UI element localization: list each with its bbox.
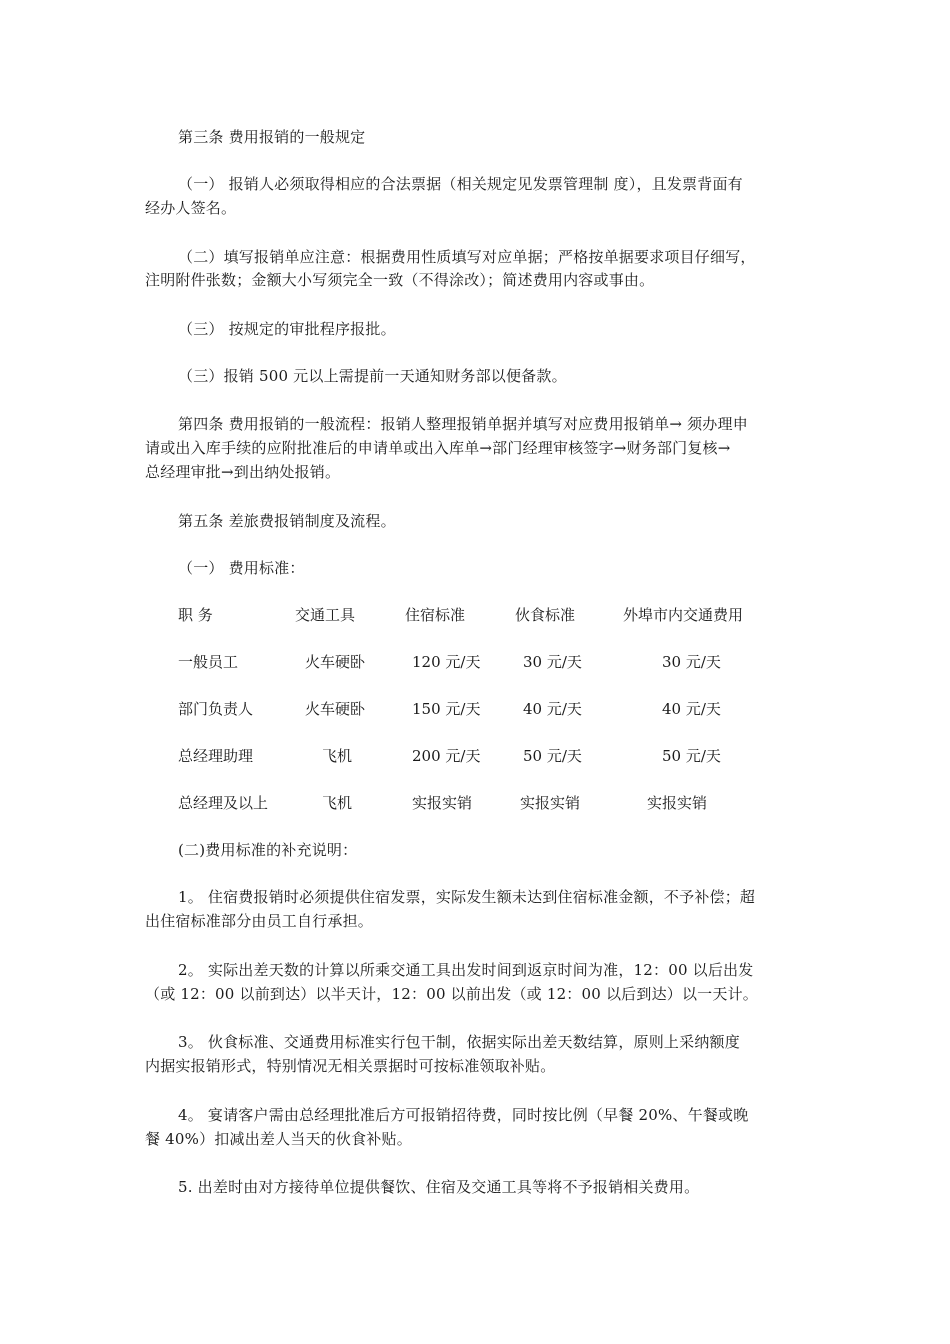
article-3-title: 第三条 费用报销的一般规定 — [178, 128, 366, 146]
table-cell: 火车硬卧 — [305, 700, 366, 718]
article-4-line-1: 第四条 费用报销的一般流程：报销人整理报销单据并填写对应费用报销单→ 须办理申 — [178, 415, 748, 433]
table-cell: 飞机 — [322, 747, 353, 765]
article-4-line-2: 请或出入库手续的应附批准后的申请单或出入库单→部门经理审核签字→财务部门复核→ — [145, 439, 731, 457]
table-cell: 实报实销 — [647, 794, 708, 812]
table-cell: 部门负责人 — [178, 700, 254, 718]
table-cell: 50 元/天 — [523, 747, 582, 765]
table-cell: 火车硬卧 — [305, 653, 366, 671]
table-cell: 一般员工 — [178, 653, 239, 671]
table-header-cell: 职 务 — [178, 606, 213, 624]
table-header-cell: 外埠市内交通费用 — [623, 606, 744, 624]
table-cell: 50 元/天 — [662, 747, 721, 765]
table-cell: 飞机 — [322, 794, 353, 812]
article-3-item-2-line-1: （二）填写报销单应注意：根据费用性质填写对应单据；严格按单据要求项目仔细写， — [178, 248, 756, 266]
note-1-line-2: 出住宿标准部分由员工自行承担。 — [145, 912, 374, 930]
table-cell: 40 元/天 — [523, 700, 582, 718]
note-5: 5. 出差时由对方接待单位提供餐饮、住宿及交通工具等将不予报销相关费用。 — [178, 1178, 700, 1196]
table-header-cell: 交通工具 — [295, 606, 356, 624]
table-cell: 总经理助理 — [178, 747, 254, 765]
article-3-item-1-line-2: 经办人签名。 — [145, 199, 237, 217]
note-2-line-1: 2。 实际出差天数的计算以所乘交通工具出发时间到返京时间为准，12：00 以后出发 — [178, 961, 754, 979]
article-3-item-3: （三） 按规定的审批程序报批。 — [178, 320, 396, 338]
table-header-cell: 伙食标准 — [515, 606, 576, 624]
article-5-title: 第五条 差旅费报销制度及流程。 — [178, 512, 396, 530]
table-header-cell: 住宿标准 — [405, 606, 466, 624]
table-cell: 总经理及以上 — [178, 794, 269, 812]
table-cell: 40 元/天 — [662, 700, 721, 718]
note-3-line-1: 3。 伙食标准、交通费用标准实行包干制，依据实际出差天数结算，原则上采纳额度 — [178, 1033, 740, 1051]
article-3-item-4: （三）报销 500 元以上需提前一天通知财务部以便备款。 — [178, 367, 567, 385]
table-cell: 120 元/天 — [412, 653, 481, 671]
table-cell: 实报实销 — [520, 794, 581, 812]
article-5-sub-1: （一） 费用标准： — [178, 559, 305, 577]
table-cell: 150 元/天 — [412, 700, 481, 718]
table-cell: 30 元/天 — [523, 653, 582, 671]
note-3-line-2: 内据实报销形式，特别情况无相关票据时可按标准领取补贴。 — [145, 1057, 556, 1075]
table-cell: 30 元/天 — [662, 653, 721, 671]
article-3-item-1-line-1: （一） 报销人必须取得相应的合法票据（相关规定见发票管理制 度），且发票背面有 — [178, 175, 743, 193]
note-4-line-1: 4。 宴请客户需由总经理批准后方可报销招待费，同时按比例（早餐 20%、午餐或晚 — [178, 1106, 749, 1124]
table-cell: 实报实销 — [412, 794, 473, 812]
table-cell: 200 元/天 — [412, 747, 481, 765]
note-4-line-2: 餐 40%）扣减出差人当天的伙食补贴。 — [145, 1130, 412, 1148]
article-3-item-2-line-2: 注明附件张数；金额大小写须完全一致（不得涂改）；简述费用内容或事由。 — [145, 271, 655, 289]
note-2-line-2: （或 12：00 以前到达）以半天计，12：00 以前出发（或 12：00 以后到达）以一天计。 — [145, 985, 758, 1003]
article-5-sub-2: (二)费用标准的补充说明： — [178, 841, 358, 859]
article-4-line-3: 总经理审批→到出纳处报销。 — [145, 463, 341, 481]
note-1-line-1: 1。 住宿费报销时必须提供住宿发票，实际发生额未达到住宿标准金额，不予补偿；超 — [178, 888, 756, 906]
